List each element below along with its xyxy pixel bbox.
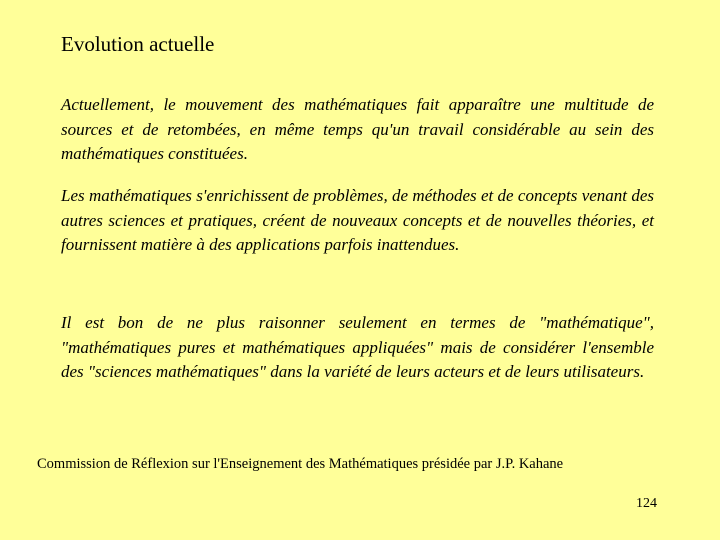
slide-title: Evolution actuelle bbox=[61, 32, 215, 56]
page-number: 124 bbox=[636, 496, 657, 511]
source-credit: Commission de Réflexion sur l'Enseignement des Mathématiques présidée par J.P. Kahane bbox=[37, 456, 564, 472]
paragraph-enrichment: Les mathématiques s'enrichissent de problèmes, de méthodes et de concepts venant des autres sciences et pratiques, créent de nouveaux concepts et de nouvelles théories, et fournissent matière à des applications parfois inattendues. bbox=[61, 186, 654, 254]
paragraph-mathematical-sciences: Il est bon de ne plus raisonner seulement en termes de "mathématique", "mathématiques pures et mathématiques appliquées" mais de considérer l'ensemble des "sciences mathématiques" dans la variété de leurs acteurs et de leurs utilisateurs. bbox=[61, 313, 654, 381]
paragraph-current-evolution: Actuellement, le mouvement des mathématiques fait apparaître une multitude de sources et de retombées, en même temps qu'un travail considérable au sein des mathématiques constituées. bbox=[61, 95, 654, 163]
